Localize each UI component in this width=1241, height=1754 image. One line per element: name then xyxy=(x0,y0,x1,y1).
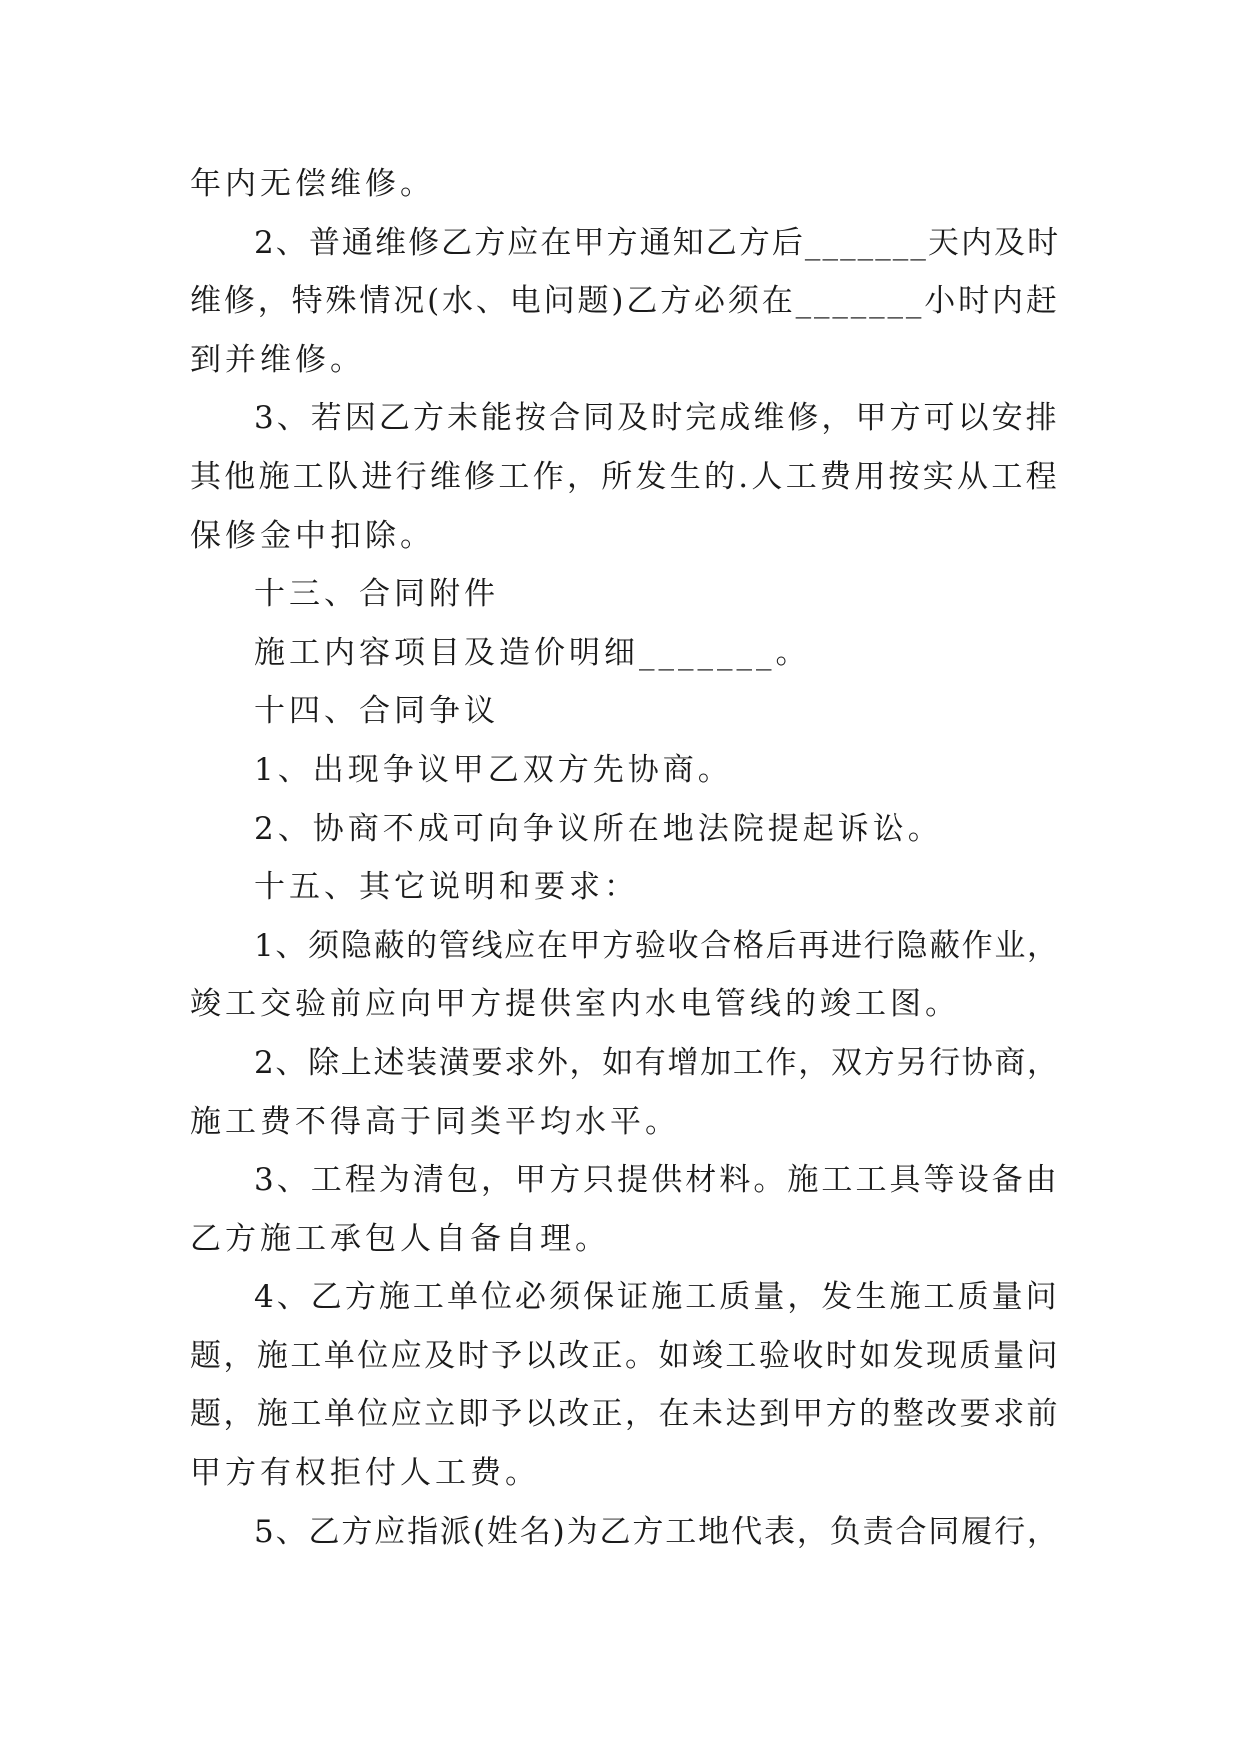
text-line: 到并维修。 xyxy=(190,341,365,378)
text-line: 5、乙方应指派(姓名)为乙方工地代表，负责合同履行， xyxy=(254,1513,1060,1550)
section-heading: 十四、合同争议 xyxy=(254,693,499,730)
text-line: 3、工程为清包，甲方只提供材料。施工工具等设备由 xyxy=(254,1162,1060,1199)
text-line: 施工内容项目及造价明细_______。 xyxy=(254,634,811,671)
text-line: 2、协商不成可向争议所在地法院提起诉讼。 xyxy=(254,810,943,847)
section-heading: 十三、合同附件 xyxy=(254,576,499,613)
text-line: 乙方施工承包人自备自理。 xyxy=(190,1220,610,1257)
text-line: 3、若因乙方未能按合同及时完成维修，甲方可以安排 xyxy=(254,400,1060,437)
text-line: 施工费不得高于同类平均水平。 xyxy=(190,1103,680,1140)
text-line: 其他施工队进行维修工作，所发生的.人工费用按实从工程 xyxy=(190,458,1060,495)
text-line: 1、须隐蔽的管线应在甲方验收合格后再进行隐蔽作业， xyxy=(254,927,1060,964)
text-line: 题，施工单位应立即予以改正，在未达到甲方的整改要求前 xyxy=(190,1396,1060,1433)
text-line: 保修金中扣除。 xyxy=(190,517,435,554)
text-line: 4、乙方施工单位必须保证施工质量，发生施工质量问 xyxy=(254,1279,1060,1316)
text-line: 维修，特殊情况(水、电问题)乙方必须在_______小时内赶 xyxy=(190,283,1060,320)
text-line: 2、除上述装潢要求外，如有增加工作，双方另行协商， xyxy=(254,1044,1060,1081)
text-line: 2、普通维修乙方应在甲方通知乙方后_______天内及时 xyxy=(254,224,1061,261)
text-line: 题，施工单位应及时予以改正。如竣工验收时如发现质量问 xyxy=(190,1337,1060,1374)
document-body xyxy=(190,155,1060,1561)
text-line: 竣工交验前应向甲方提供室内水电管线的竣工图。 xyxy=(190,986,960,1023)
text-line: 甲方有权拒付人工费。 xyxy=(190,1455,540,1492)
section-heading: 十五、其它说明和要求： xyxy=(254,869,639,906)
text-line: 年内无偿维修。 xyxy=(190,166,435,202)
text-line: 1、出现争议甲乙双方先协商。 xyxy=(254,751,733,788)
